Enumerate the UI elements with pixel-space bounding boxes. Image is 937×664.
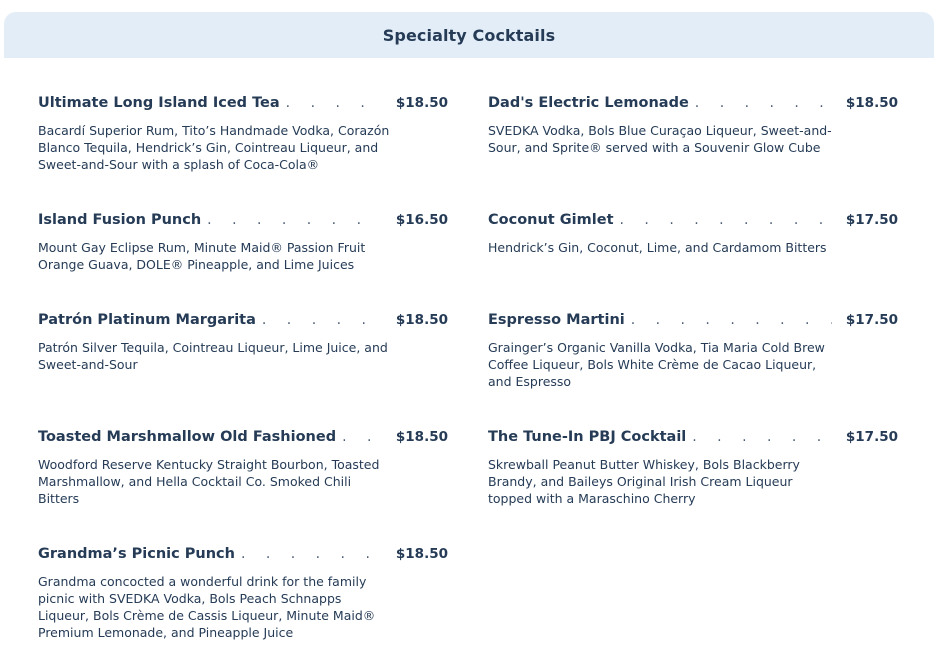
menu-item-price: $18.50 (845, 95, 898, 111)
menu-item-old-fashioned (38, 429, 448, 507)
menu-item-description: Patrón Silver Tequila, Cointreau Liqueur, Lime Juice, and Sweet-and-Sour (38, 340, 388, 372)
menu-item-description: Grainger’s Organic Vanilla Vodka, Tia Maria Cold Brew Coffee Liqueur, Bols White Crème de Cacao Liqueur, and Espresso (488, 340, 825, 389)
menu-item-name: Island Fusion Punch (38, 212, 202, 228)
menu-item-long-island (38, 95, 448, 173)
menu-item-pbj-cocktail (488, 429, 898, 507)
section-title: Specialty Cocktails (382, 25, 556, 45)
menu-item-description: Woodford Reserve Kentucky Straight Bourbon, Toasted Marshmallow, and Hella Cocktail Co. Smoked Chili Bitters (38, 457, 380, 506)
menu-item-description: Skrewball Peanut Butter Whiskey, Bols Blackberry Brandy, and Baileys Original Irish Cream Liqueur topped with a Maraschino Cherry (488, 457, 800, 506)
menu-item-name: Patrón Platinum Margarita (38, 312, 256, 328)
menu-item-name: Toasted Marshmallow Old Fashioned (38, 429, 337, 445)
menu-item-description: Grandma concocted a wonderful drink for the family picnic with SVEDKA Vodka, Bols Peach Schnapps Liqueur, Bols Crème de Cassis Liqueur, Minute Maid® Premium Lemonade, and Pineapple Juice (38, 574, 376, 640)
dot-leader (692, 430, 832, 444)
menu-item-description: SVEDKA Vodka, Bols Blue Curaçao Liqueur, Sweet-and-Sour, and Sprite® served with a Souvenir Glow Cube (488, 123, 832, 155)
menu-item-price: $17.50 (845, 429, 898, 445)
menu-item-description: Hendrick’s Gin, Coconut, Lime, and Cardamom Bitters (488, 240, 827, 255)
menu-item-price: $18.50 (395, 546, 448, 562)
dot-leader (631, 313, 832, 327)
menu-item-coconut-gimlet (488, 212, 898, 256)
dot-leader (207, 213, 382, 227)
menu-item-margarita (38, 312, 448, 373)
menu-item-description: Bacardí Superior Rum, Tito’s Handmade Vodka, Corazón Blanco Tequila, Hendrick’s Gin, Cointreau Liqueur, and Sweet-and-Sour with a splash of Coca-Cola® (38, 123, 390, 172)
menu-item-name: Ultimate Long Island Iced Tea (38, 95, 280, 111)
menu-item-name: The Tune-In PBJ Cocktail (488, 429, 687, 445)
menu-item-price: $18.50 (395, 429, 448, 445)
menu-item-name: Dad's Electric Lemonade (488, 95, 689, 111)
menu-item-price: $17.50 (845, 212, 898, 228)
menu-item-price: $17.50 (845, 312, 898, 328)
menu-item-name: Coconut Gimlet (488, 212, 614, 228)
menu-item-name: Grandma’s Picnic Punch (38, 546, 235, 562)
dot-leader (620, 213, 832, 227)
dot-leader (241, 547, 382, 561)
section-header (4, 12, 934, 58)
menu-item-island-fusion (38, 212, 448, 273)
menu-item-price: $18.50 (395, 95, 448, 111)
menu-item-price: $16.50 (395, 212, 448, 228)
dot-leader (695, 96, 832, 110)
menu-item-picnic-punch (38, 546, 448, 641)
menu-item-name: Espresso Martini (488, 312, 625, 328)
menu-item-price: $18.50 (395, 312, 448, 328)
dot-leader (286, 96, 382, 110)
menu-item-electric-lemonade (488, 95, 898, 156)
menu-item-espresso-martini (488, 312, 898, 390)
menu-item-description: Mount Gay Eclipse Rum, Minute Maid® Passion Fruit Orange Guava, DOLE® Pineapple, and Lime Juices (38, 240, 366, 272)
dot-leader (262, 313, 382, 327)
dot-leader (342, 430, 382, 444)
